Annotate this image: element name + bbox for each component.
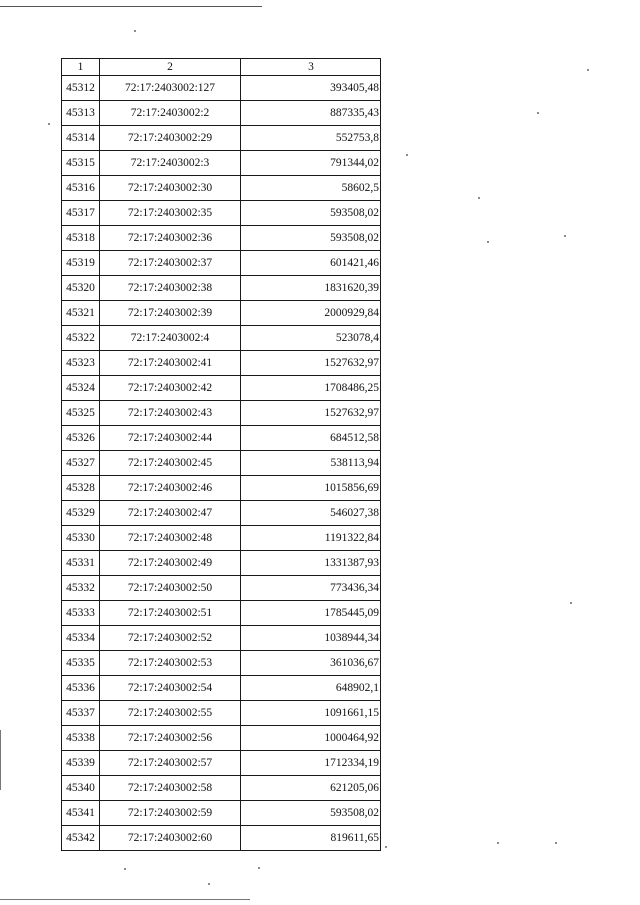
cadastral-value-cell: 546027,38 <box>241 501 381 526</box>
cadastral-number-cell: 72:17:2403002:30 <box>100 176 241 201</box>
cadastral-value-cell: 819611,65 <box>241 826 381 851</box>
cadastral-number-cell: 72:17:2403002:54 <box>100 676 241 701</box>
table-row <box>62 426 381 451</box>
row-number-cell: 45328 <box>62 476 100 501</box>
table-row <box>62 476 381 501</box>
row-number-cell: 45329 <box>62 501 100 526</box>
table-row <box>62 726 381 751</box>
cadastral-value-cell: 684512,58 <box>241 426 381 451</box>
cadastral-value-cell: 601421,46 <box>241 251 381 276</box>
cadastral-number-cell: 72:17:2403002:60 <box>100 826 241 851</box>
cadastral-value-cell: 1527632,97 <box>241 401 381 426</box>
table-row <box>62 351 381 376</box>
table-row <box>62 276 381 301</box>
row-number-cell: 45318 <box>62 226 100 251</box>
cadastral-number-cell: 72:17:2403002:127 <box>100 76 241 101</box>
cadastral-number-cell: 72:17:2403002:52 <box>100 626 241 651</box>
table-row <box>62 776 381 801</box>
cadastral-number-cell: 72:17:2403002:3 <box>100 151 241 176</box>
scan-speck <box>208 883 210 885</box>
table-row <box>62 501 381 526</box>
scan-speck <box>564 235 566 237</box>
cadastral-value-cell: 1712334,19 <box>241 751 381 776</box>
cadastral-number-cell: 72:17:2403002:29 <box>100 126 241 151</box>
scan-speck <box>537 112 539 114</box>
top-scan-rule <box>0 6 262 7</box>
table-row <box>62 751 381 776</box>
cadastral-number-cell: 72:17:2403002:56 <box>100 726 241 751</box>
scan-speck <box>258 867 260 869</box>
row-number-cell: 45331 <box>62 551 100 576</box>
cadastral-value-cell: 791344,02 <box>241 151 381 176</box>
column-header-cadastral-number: 2 <box>100 59 241 76</box>
table-row <box>62 826 381 851</box>
column-header-value: 3 <box>241 59 381 76</box>
row-number-cell: 45338 <box>62 726 100 751</box>
scan-speck <box>48 123 50 125</box>
row-number-cell: 45340 <box>62 776 100 801</box>
cadastral-value-cell: 361036,67 <box>241 651 381 676</box>
table-row <box>62 301 381 326</box>
table-row <box>62 401 381 426</box>
row-number-cell: 45312 <box>62 76 100 101</box>
cadastral-value-cell: 1191322,84 <box>241 526 381 551</box>
scan-speck <box>497 842 499 844</box>
cadastral-value-cell: 593508,02 <box>241 201 381 226</box>
cadastral-value-cell: 2000929,84 <box>241 301 381 326</box>
row-number-cell: 45335 <box>62 651 100 676</box>
cadastral-number-cell: 72:17:2403002:35 <box>100 201 241 226</box>
scan-speck <box>134 30 136 32</box>
row-number-cell: 45315 <box>62 151 100 176</box>
cadastral-number-cell: 72:17:2403002:48 <box>100 526 241 551</box>
row-number-cell: 45333 <box>62 601 100 626</box>
cadastral-number-cell: 72:17:2403002:50 <box>100 576 241 601</box>
table-row <box>62 76 381 101</box>
row-number-cell: 45334 <box>62 626 100 651</box>
cadastral-value-cell: 593508,02 <box>241 801 381 826</box>
scan-speck <box>406 154 408 156</box>
left-scan-mark <box>0 730 1 790</box>
row-number-cell: 45330 <box>62 526 100 551</box>
cadastral-value-cell: 773436,34 <box>241 576 381 601</box>
row-number-cell: 45339 <box>62 751 100 776</box>
cadastral-number-cell: 72:17:2403002:39 <box>100 301 241 326</box>
cadastral-value-cell: 887335,43 <box>241 101 381 126</box>
scan-speck <box>487 241 489 243</box>
cadastral-number-cell: 72:17:2403002:4 <box>100 326 241 351</box>
cadastral-value-cell: 593508,02 <box>241 226 381 251</box>
cadastral-value-cell: 58602,5 <box>241 176 381 201</box>
cadastral-value-cell: 1331387,93 <box>241 551 381 576</box>
cadastral-value-table <box>61 58 381 851</box>
row-number-cell: 45313 <box>62 101 100 126</box>
cadastral-number-cell: 72:17:2403002:45 <box>100 451 241 476</box>
scan-speck <box>570 602 572 604</box>
table-row <box>62 451 381 476</box>
cadastral-value-cell: 1527632,97 <box>241 351 381 376</box>
row-number-cell: 45327 <box>62 451 100 476</box>
cadastral-number-cell: 72:17:2403002:2 <box>100 101 241 126</box>
cadastral-number-cell: 72:17:2403002:59 <box>100 801 241 826</box>
cadastral-number-cell: 72:17:2403002:51 <box>100 601 241 626</box>
scan-speck <box>555 842 557 844</box>
cadastral-number-cell: 72:17:2403002:43 <box>100 401 241 426</box>
row-number-cell: 45332 <box>62 576 100 601</box>
cadastral-value-cell: 1000464,92 <box>241 726 381 751</box>
cadastral-value-cell: 648902,1 <box>241 676 381 701</box>
cadastral-value-cell: 523078,4 <box>241 326 381 351</box>
cadastral-value-cell: 538113,94 <box>241 451 381 476</box>
table-row <box>62 651 381 676</box>
cadastral-number-cell: 72:17:2403002:55 <box>100 701 241 726</box>
table-row <box>62 326 381 351</box>
table-row <box>62 101 381 126</box>
table-row <box>62 376 381 401</box>
cadastral-number-cell: 72:17:2403002:58 <box>100 776 241 801</box>
table-row <box>62 176 381 201</box>
cadastral-number-cell: 72:17:2403002:38 <box>100 276 241 301</box>
cadastral-number-cell: 72:17:2403002:37 <box>100 251 241 276</box>
row-number-cell: 45341 <box>62 801 100 826</box>
cadastral-number-cell: 72:17:2403002:41 <box>100 351 241 376</box>
cadastral-value-cell: 1091661,15 <box>241 701 381 726</box>
row-number-cell: 45326 <box>62 426 100 451</box>
cadastral-number-cell: 72:17:2403002:47 <box>100 501 241 526</box>
cadastral-number-cell: 72:17:2403002:46 <box>100 476 241 501</box>
table-row <box>62 601 381 626</box>
cadastral-number-cell: 72:17:2403002:53 <box>100 651 241 676</box>
scan-speck <box>124 868 126 870</box>
row-number-cell: 45337 <box>62 701 100 726</box>
cadastral-value-cell: 552753,8 <box>241 126 381 151</box>
table-row <box>62 526 381 551</box>
table-row <box>62 251 381 276</box>
row-number-cell: 45336 <box>62 676 100 701</box>
table-row <box>62 676 381 701</box>
row-number-cell: 45316 <box>62 176 100 201</box>
table-row <box>62 201 381 226</box>
table-row <box>62 576 381 601</box>
table-row <box>62 226 381 251</box>
cadastral-value-cell: 393405,48 <box>241 76 381 101</box>
column-header-number: 1 <box>62 59 100 76</box>
row-number-cell: 45319 <box>62 251 100 276</box>
row-number-cell: 45317 <box>62 201 100 226</box>
table-row <box>62 126 381 151</box>
table-row <box>62 626 381 651</box>
row-number-cell: 45323 <box>62 351 100 376</box>
table-row <box>62 701 381 726</box>
row-number-cell: 45342 <box>62 826 100 851</box>
row-number-cell: 45321 <box>62 301 100 326</box>
cadastral-value-cell: 1015856,69 <box>241 476 381 501</box>
row-number-cell: 45325 <box>62 401 100 426</box>
scan-speck <box>587 69 589 71</box>
bottom-scan-rule <box>0 899 250 900</box>
row-number-cell: 45320 <box>62 276 100 301</box>
scan-speck <box>478 197 480 199</box>
cadastral-value-cell: 1785445,09 <box>241 601 381 626</box>
cadastral-number-cell: 72:17:2403002:36 <box>100 226 241 251</box>
cadastral-number-cell: 72:17:2403002:42 <box>100 376 241 401</box>
row-number-cell: 45324 <box>62 376 100 401</box>
row-number-cell: 45314 <box>62 126 100 151</box>
table-row <box>62 151 381 176</box>
table-row <box>62 551 381 576</box>
cadastral-value-cell: 621205,06 <box>241 776 381 801</box>
row-number-cell: 45322 <box>62 326 100 351</box>
table-row <box>62 801 381 826</box>
cadastral-number-cell: 72:17:2403002:44 <box>100 426 241 451</box>
cadastral-value-cell: 1708486,25 <box>241 376 381 401</box>
cadastral-value-cell: 1038944,34 <box>241 626 381 651</box>
cadastral-number-cell: 72:17:2403002:57 <box>100 751 241 776</box>
table-header-row <box>62 59 381 76</box>
scan-speck <box>385 846 387 848</box>
cadastral-number-cell: 72:17:2403002:49 <box>100 551 241 576</box>
cadastral-value-cell: 1831620,39 <box>241 276 381 301</box>
